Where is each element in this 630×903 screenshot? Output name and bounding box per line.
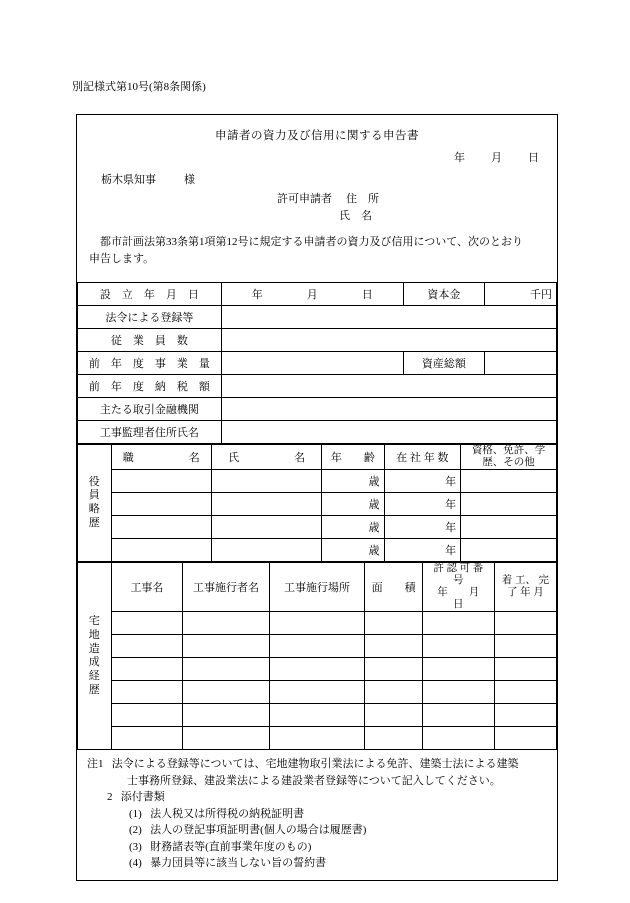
officers-table xyxy=(77,444,557,562)
officer-post[interactable] xyxy=(111,539,212,562)
capital-label: 資本金 xyxy=(403,283,484,306)
officer-name[interactable] xyxy=(212,539,322,562)
table-row xyxy=(78,352,557,375)
projects-side-label-char-4: 経 xyxy=(88,670,100,683)
officer-post[interactable] xyxy=(111,470,212,493)
officers-header-post: 職 名 xyxy=(111,445,212,470)
statement-line-1: 都市計画法第33条第1項第12号に規定する申請者の資力及び信用について、次のとおり xyxy=(100,236,524,248)
notes-section xyxy=(77,750,557,880)
attachment-number: (3) xyxy=(129,840,142,853)
form-header xyxy=(77,115,557,282)
officers-header-age: 年 齢 xyxy=(322,445,384,470)
officer-years[interactable]: 年 xyxy=(384,516,461,539)
attachment-text: 暴力団員等に該当しない旨の誓約書 xyxy=(150,857,327,870)
table-row xyxy=(78,704,557,727)
prev-year-business-value[interactable] xyxy=(221,352,403,375)
capital-value[interactable]: 千円 xyxy=(485,283,557,306)
statement-line-2: 申告します。 xyxy=(89,253,155,266)
attachment-number: (2) xyxy=(129,824,142,837)
project-contractor[interactable] xyxy=(183,635,269,658)
project-location[interactable] xyxy=(269,704,365,727)
table-row xyxy=(78,470,557,493)
project-work-name[interactable] xyxy=(111,704,183,727)
project-contractor[interactable] xyxy=(183,681,269,704)
date-day-label: 日 xyxy=(528,152,539,164)
note-2-label: 2 xyxy=(107,791,113,804)
table-row xyxy=(78,329,557,352)
officer-name[interactable] xyxy=(212,493,322,516)
project-contractor[interactable] xyxy=(183,612,269,635)
projects-header-permit-line1: 許 認 可 番 号 xyxy=(433,563,484,587)
addressee-honorific: 様 xyxy=(184,174,195,186)
project-work-name[interactable] xyxy=(111,681,183,704)
attachment-text: 財務諸表等(直前事業年度のもの) xyxy=(150,840,312,853)
applicant-role-label: 許可申請者 xyxy=(277,193,332,205)
table-header-row xyxy=(78,563,557,612)
employees-value[interactable] xyxy=(221,329,556,352)
document-title: 申請者の資力及び信用に関する申告書 xyxy=(215,130,419,142)
date-line xyxy=(77,149,557,165)
supervisor-value[interactable] xyxy=(221,421,556,444)
project-period[interactable] xyxy=(494,704,556,727)
total-assets-value[interactable] xyxy=(485,352,557,375)
project-location[interactable] xyxy=(269,727,365,750)
projects-header-area: 面 積 xyxy=(365,563,422,612)
projects-header-period-line1: 着 工、 完 xyxy=(501,575,549,587)
projects-side-label-char-1: 地 xyxy=(88,628,100,641)
project-permit[interactable] xyxy=(422,727,494,750)
officers-header-other-line2: 歴、その他 xyxy=(482,457,535,469)
note-1-line-1 xyxy=(87,756,549,773)
officers-header-name: 氏 名 xyxy=(212,445,322,470)
project-location[interactable] xyxy=(269,612,365,635)
est-year-label: 年 xyxy=(251,289,263,302)
main-bank-label: 主たる取引金融機関 xyxy=(78,398,222,421)
projects-header-contractor: 工事施行者名 xyxy=(183,563,269,612)
table-row xyxy=(78,516,557,539)
projects-side-label-char-5: 歴 xyxy=(88,683,100,696)
project-period[interactable] xyxy=(494,635,556,658)
project-permit[interactable] xyxy=(422,658,494,681)
project-area[interactable] xyxy=(365,727,422,750)
projects-header-permit-line2: 年 月 日 xyxy=(437,587,501,611)
form-outer-frame xyxy=(76,114,558,881)
project-location[interactable] xyxy=(269,635,365,658)
attachment-item xyxy=(87,822,549,839)
note-1-line-2: 士事務所登録、建設業法による建設業者登録等について記入してください。 xyxy=(127,774,501,787)
project-period[interactable] xyxy=(494,681,556,704)
project-permit[interactable] xyxy=(422,635,494,658)
officer-age[interactable]: 歳 xyxy=(322,516,384,539)
officer-post[interactable] xyxy=(111,493,212,516)
table-row xyxy=(78,539,557,562)
establishment-date-value[interactable] xyxy=(221,283,403,306)
project-contractor[interactable] xyxy=(183,727,269,750)
officer-other[interactable] xyxy=(461,470,557,493)
attachment-text: 法人税又は所得税の納税証明書 xyxy=(150,807,305,820)
officers-side-label-char-1: 員 xyxy=(88,489,100,502)
officer-years[interactable]: 年 xyxy=(384,493,461,516)
main-bank-value[interactable] xyxy=(221,398,556,421)
project-period[interactable] xyxy=(494,727,556,750)
officers-header-years: 在 社 年 数 xyxy=(384,445,461,470)
project-area[interactable] xyxy=(365,612,422,635)
registration-label: 法令による登録等 xyxy=(78,306,222,329)
prev-year-tax-value[interactable] xyxy=(221,375,556,398)
officer-age[interactable]: 歳 xyxy=(322,539,384,562)
officers-side-label-char-0: 役 xyxy=(88,475,100,488)
project-period[interactable] xyxy=(494,658,556,681)
table-row xyxy=(78,635,557,658)
table-row xyxy=(78,283,557,306)
officer-years[interactable]: 年 xyxy=(384,470,461,493)
table-row xyxy=(78,398,557,421)
note-2-line xyxy=(87,789,549,806)
applicant-block xyxy=(77,191,557,224)
date-month-label: 月 xyxy=(491,152,502,164)
project-permit[interactable] xyxy=(422,704,494,727)
attachment-number: (1) xyxy=(129,807,142,820)
project-area[interactable] xyxy=(365,681,422,704)
officers-header-other-line1: 資格、免許、学 xyxy=(471,445,546,457)
officer-post[interactable] xyxy=(111,516,212,539)
table-row xyxy=(78,727,557,750)
table-row xyxy=(78,681,557,704)
project-area[interactable] xyxy=(365,658,422,681)
project-work-name[interactable] xyxy=(111,727,183,750)
project-period[interactable] xyxy=(494,612,556,635)
project-contractor[interactable] xyxy=(183,704,269,727)
project-permit[interactable] xyxy=(422,612,494,635)
officer-name[interactable] xyxy=(212,516,322,539)
officer-name[interactable] xyxy=(212,470,322,493)
note-1-text-1: 法令による登録等については、宅地建物取引業法による免許、建築士法による建築 xyxy=(111,758,519,771)
employees-label: 従 業 員 数 xyxy=(78,329,222,352)
project-contractor[interactable] xyxy=(183,658,269,681)
project-location[interactable] xyxy=(269,681,365,704)
project-work-name[interactable] xyxy=(111,658,183,681)
table-row xyxy=(78,375,557,398)
project-location[interactable] xyxy=(269,658,365,681)
officer-other[interactable] xyxy=(461,493,557,516)
projects-header-location: 工事施行場所 xyxy=(269,563,365,612)
project-area[interactable] xyxy=(365,704,422,727)
establishment-date-label: 設 立 年 月 日 xyxy=(78,283,222,306)
total-assets-label: 資産総額 xyxy=(403,352,484,375)
prev-year-tax-label: 前 年 度 納 税 額 xyxy=(78,375,222,398)
date-year-label: 年 xyxy=(454,152,465,164)
project-area[interactable] xyxy=(365,635,422,658)
projects-header-work-name: 工事名 xyxy=(111,563,183,612)
addressee xyxy=(77,171,557,187)
registration-value[interactable] xyxy=(221,306,556,329)
note-2-title: 添付書類 xyxy=(120,791,165,804)
table-row xyxy=(78,421,557,444)
statement-text xyxy=(77,234,557,268)
officer-other[interactable] xyxy=(461,539,557,562)
attachment-item xyxy=(87,855,549,872)
applicant-name-label: 氏 名 xyxy=(339,209,372,222)
officers-side-label-char-3: 歴 xyxy=(88,516,100,529)
projects-header-permit xyxy=(422,563,501,612)
projects-side-label-char-2: 造 xyxy=(88,642,100,655)
table-row xyxy=(78,612,557,635)
projects-header-period-line2: 了 年 月 xyxy=(506,587,544,599)
prev-year-business-label: 前 年 度 事 業 量 xyxy=(78,352,222,375)
projects-side-label xyxy=(78,563,112,750)
info-table xyxy=(77,282,557,444)
officers-header-other xyxy=(461,445,557,470)
attachment-text: 法人の登記事項証明書(個人の場合は履歴書) xyxy=(150,824,367,837)
form-number: 別記様式第10号(第8条関係) xyxy=(72,81,206,93)
table-row xyxy=(78,658,557,681)
project-work-name[interactable] xyxy=(111,612,183,635)
table-row xyxy=(78,493,557,516)
supervisor-label: 工事監理者住所氏名 xyxy=(78,421,222,444)
officer-age[interactable]: 歳 xyxy=(322,493,384,516)
project-permit[interactable] xyxy=(422,681,494,704)
applicant-address-label: 住 所 xyxy=(346,193,379,205)
table-header-row xyxy=(78,445,557,470)
projects-side-label-char-0: 宅 xyxy=(88,615,100,628)
applicant-name-row xyxy=(277,208,557,225)
officers-side-label xyxy=(78,445,112,562)
est-day-label: 日 xyxy=(361,289,373,302)
attachment-number: (4) xyxy=(129,857,142,870)
project-work-name[interactable] xyxy=(111,635,183,658)
projects-side-label-char-3: 成 xyxy=(88,656,100,669)
officer-other[interactable] xyxy=(461,516,557,539)
table-row xyxy=(78,306,557,329)
officers-side-label-char-2: 略 xyxy=(88,503,100,516)
projects-header-period xyxy=(494,563,556,612)
attachment-item xyxy=(87,839,549,856)
addressee-name: 栃木県知事 xyxy=(101,174,156,186)
attachment-item xyxy=(87,806,549,823)
note-1-label: 注1 xyxy=(87,758,104,771)
officer-age[interactable]: 歳 xyxy=(322,470,384,493)
officer-years[interactable]: 年 xyxy=(384,539,461,562)
applicant-address-row xyxy=(277,191,557,208)
projects-table xyxy=(77,562,557,750)
est-month-label: 月 xyxy=(306,289,318,302)
